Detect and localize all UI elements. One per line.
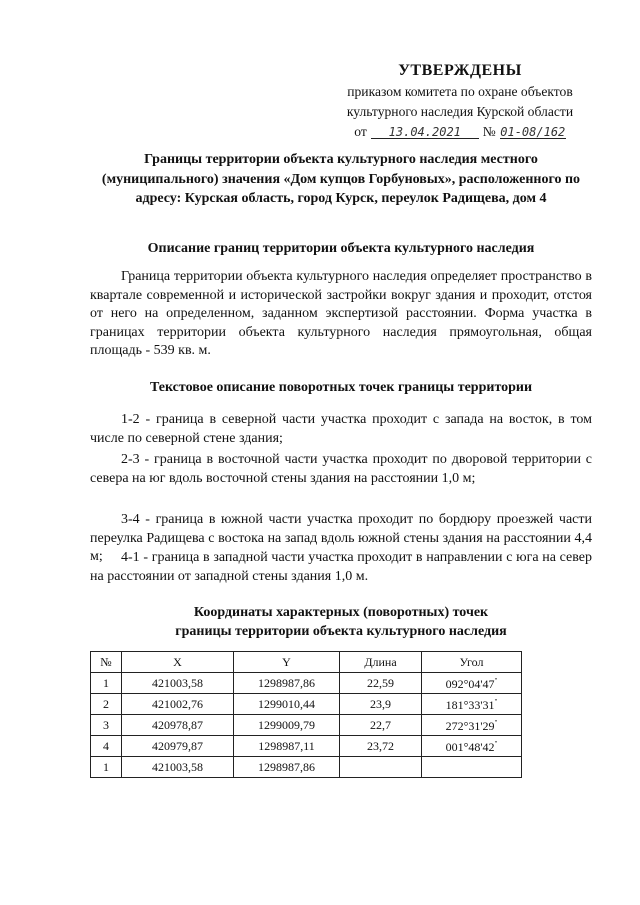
cell-y: 1299009,79 — [234, 715, 340, 736]
cell-x: 421003,58 — [122, 757, 234, 778]
angle-seconds-mark: " — [494, 740, 498, 748]
date-prefix: от — [354, 124, 367, 139]
approval-block — [310, 60, 610, 142]
table-row — [91, 715, 522, 736]
document-title: Границы территории объекта культурного наследия местного (муниципального) значения «Дом купцов Горбуновых», расположенного по адресу: Курская область, город Курск, переулок Радищева, дом 4 — [101, 152, 581, 206]
cell-number: 3 — [91, 715, 122, 736]
angle-value: 001°48'42 — [445, 740, 495, 754]
handwritten-number: 01-08/162 — [500, 122, 566, 139]
point-2-3-text: 2-3 - граница в восточной части участка проходит по дворовой территории с севера на юг вдоль восточной стены здания на расстоянии 1,0 м; — [90, 452, 592, 486]
header-angle: Угол — [422, 652, 522, 673]
cell-angle — [422, 694, 522, 715]
angle-seconds-mark: " — [494, 677, 498, 685]
cell-number: 2 — [91, 694, 122, 715]
approval-heading: УТВЕРЖДЕНЫ — [398, 62, 522, 79]
coords-heading-line-1: Координаты характерных (поворотных) точек — [193, 605, 489, 620]
cell-angle — [422, 715, 522, 736]
cell-angle — [422, 757, 522, 778]
cell-x: 421002,76 — [122, 694, 234, 715]
table-row — [91, 673, 522, 694]
angle-value: 092°04'47 — [445, 677, 495, 691]
point-4-1-text: 4-1 - граница в западной части участка проходит в направлении с юга на север на расстоянии от западной стены здания 1,0 м. — [90, 550, 592, 584]
cell-y: 1298987,86 — [234, 757, 340, 778]
cell-number: 1 — [91, 757, 122, 778]
cell-x: 420978,87 — [122, 715, 234, 736]
cell-length: 23,72 — [340, 736, 422, 757]
point-1-2-text: 1-2 - граница в северной части участка проходит с запада на восток, в том числе по северной стене здания; — [90, 412, 592, 446]
points-heading: Текстовое описание поворотных точек границы территории — [149, 380, 533, 395]
header-x: X — [122, 652, 234, 673]
cell-y: 1298987,86 — [234, 673, 340, 694]
header-y: Y — [234, 652, 340, 673]
cell-angle — [422, 736, 522, 757]
table-row — [91, 757, 522, 778]
angle-seconds-mark: " — [494, 719, 498, 727]
angle-seconds-mark: " — [494, 698, 498, 706]
cell-length: 22,59 — [340, 673, 422, 694]
cell-length — [340, 757, 422, 778]
coordinates-table-wrap — [90, 651, 522, 778]
cell-angle — [422, 673, 522, 694]
angle-value: 181°33'31 — [445, 698, 495, 712]
approval-line-2: культурного наследия Курской области — [346, 104, 574, 119]
table-header-row — [91, 652, 522, 673]
cell-x: 420979,87 — [122, 736, 234, 757]
header-length: Длина — [340, 652, 422, 673]
number-prefix: № — [482, 124, 496, 139]
coords-heading-line-2: границы территории объекта культурного наследия — [175, 624, 507, 639]
point-3-4-text: 3-4 - граница в южной части участка проходит по бордюру проезжей части переулка Радищева с востока на запад вдоль южной стены здания на расстоянии 4,4 м; — [90, 512, 592, 565]
handwritten-date: 13.04.2021 — [371, 122, 479, 139]
table-row — [91, 736, 522, 757]
cell-number: 1 — [91, 673, 122, 694]
cell-x: 421003,58 — [122, 673, 234, 694]
approval-line-1: приказом комитета по охране объектов — [347, 84, 573, 99]
header-number: № — [91, 652, 122, 673]
coordinates-table — [90, 651, 522, 778]
cell-length: 22,7 — [340, 715, 422, 736]
cell-length: 23,9 — [340, 694, 422, 715]
cell-y: 1299010,44 — [234, 694, 340, 715]
angle-value: 272°31'29 — [445, 719, 495, 733]
approval-date-number-row — [310, 122, 610, 142]
cell-y: 1298987,11 — [234, 736, 340, 757]
table-row — [91, 694, 522, 715]
cell-number: 4 — [91, 736, 122, 757]
description-paragraph: Граница территории объекта культурного наследия определяет пространство в квартале современной и исторической застройки вокруг здания и проходит, отстоя от него на определенном, заданном экспертизой расстоянии. Форма участка в границах территории объекта культурного наследия прямоугольная, общая площадь - 539 кв. м. — [90, 269, 592, 359]
description-heading: Описание границ территории объекта культурного наследия — [147, 241, 535, 256]
